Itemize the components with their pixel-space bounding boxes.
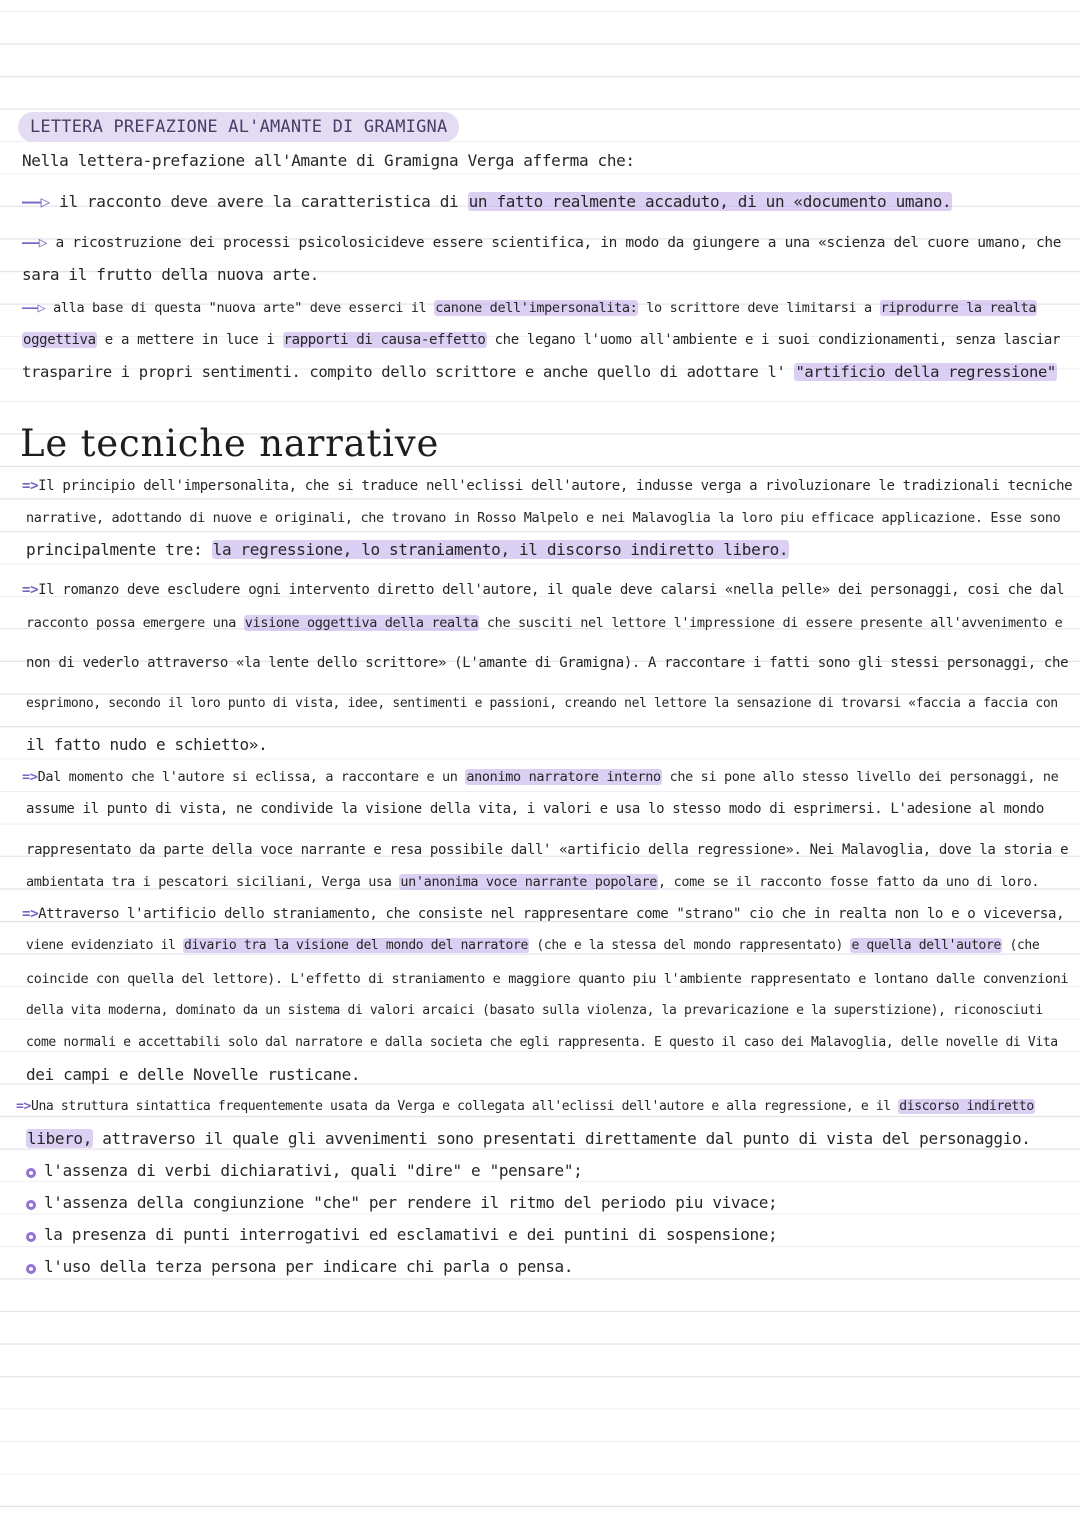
circle-bullet-icon <box>26 1264 36 1274</box>
list-item: l'assenza di verbi dichiarativi, quali "dire" e "pensare"; <box>26 1160 1066 1182</box>
para-b-1: =>Il romanzo deve escludere ogni intervento diretto dell'autore, il quale deve calarsi «nella pelle» dei personaggi, cosi che dal <box>22 582 1065 598</box>
triangle-arrow-icon: ——▷ <box>22 192 50 211</box>
para-d-1: =>Attraverso l'artificio dello straniamento, che consiste nel rappresentare come "strano" cio che in realta non lo e o viceversa, <box>22 906 1065 922</box>
para-d-6: dei campi e delle Novelle rusticane. <box>26 1065 361 1084</box>
point-3-cont: oggettiva e a mettere in luce i rapporti di causa-effetto che legano l'uomo all'ambiente e i suoi condizionamenti, senza lasciar <box>23 332 1061 348</box>
para-c-3: rappresentato da parte della voce narrante e resa possibile dall' «artificio della regressione». Nei Malavoglia, dove la storia e <box>26 842 1069 858</box>
para-b-3: non di vederlo attraverso «la lente dello scrittore» (L'amante di Gramigna). A raccontare i fatti sono gli stessi personaggi, che <box>26 655 1069 671</box>
para-a-1: =>Il principio dell'impersonalita, che si traduce nell'eclissi dell'autore, indusse verga a rivoluzionare le tradizionali tecniche <box>22 478 1073 494</box>
intro-line: Nella lettera-prefazione all'Amante di Gramigna Verga afferma che: <box>22 151 635 170</box>
para-d-3: coincide con quella del lettore). L'effetto di straniamento e maggiore quanto piu l'ambiente rappresentato e lontano dalle convenzioni <box>26 971 1069 987</box>
triangle-arrow-icon: ——▷ <box>22 235 48 251</box>
para-c-2: assume il punto di vista, ne condivide la visione della vita, i valori e usa lo stesso modo di esprimersi. L'adesione al mondo <box>26 801 1044 817</box>
section-title: LETTERA PREFAZIONE AL'AMANTE DI GRAMIGNA <box>18 112 459 142</box>
para-b-4: esprimono, secondo il loro punto di vista, idee, sentimenti e passioni, creando nel lettore la sensazione di trovarsi «faccia a faccia con <box>26 696 1058 711</box>
para-e-2: libero, attraverso il quale gli avvenimenti sono presentati direttamente dal punto di vista del personaggio. <box>27 1129 1031 1148</box>
point-2-cont: sara il frutto della nuova arte. <box>22 265 320 284</box>
circle-bullet-icon <box>26 1200 36 1210</box>
point-3-cont2: trasparire i propri sentimenti. compito dello scrittore e anche quello di adottare l' "artificio della regressione" <box>22 363 1056 381</box>
para-c-4: ambientata tra i pescatori siciliani, Verga usa un'anonima voce narrante popolare, come se il racconto fosse fatto da uno di loro. <box>26 874 1040 890</box>
para-d-4: della vita moderna, dominato da un sistema di valori arcaici (basato sulla violenza, la prevaricazione e la superstizione), riconosciuti <box>26 1003 1043 1018</box>
para-d-2: viene evidenziato il divario tra la visione del mondo del narratore (che e la stessa del mondo rappresentato) e quella dell'autore (che <box>26 938 1040 953</box>
section-heading: Le tecniche narrative <box>20 422 440 465</box>
circle-bullet-icon <box>26 1168 36 1178</box>
circle-bullet-icon <box>26 1232 36 1242</box>
double-arrow-icon: => <box>22 478 39 494</box>
list-item: la presenza di punti interrogativi ed esclamativi e dei puntini di sospensione; <box>26 1224 1066 1246</box>
double-arrow-icon: => <box>22 582 39 598</box>
point-2: ——▷ a ricostruzione dei processi psicolosicideve essere scientifica, in modo da giungere a una «scienza del cuore umano, che <box>22 235 1062 251</box>
double-arrow-icon: => <box>22 906 39 922</box>
double-arrow-icon: => <box>22 769 38 785</box>
double-arrow-icon: => <box>16 1099 31 1114</box>
list-item: l'assenza della congiunzione "che" per rendere il ritmo del periodo piu vivace; <box>26 1192 1066 1214</box>
list-item: l'uso della terza persona per indicare chi parla o pensa. <box>26 1256 1066 1278</box>
para-a-3: principalmente tre: la regressione, lo straniamento, il discorso indiretto libero. <box>26 540 789 559</box>
para-e-1: =>Una struttura sintattica frequentemente usata da Verga e collegata all'eclissi dell'autore e alla regressione, e il discorso indiretto <box>16 1099 1034 1114</box>
point-1: ——▷ il racconto deve avere la caratteristica di un fatto realmente accaduto, di un «documento umano. <box>22 192 952 211</box>
para-d-5: come normali e accettabili solo dal narratore e dalla societa che egli rappresenta. E questo il caso dei Malavoglia, delle novelle di Vita <box>26 1035 1058 1050</box>
point-3: ——▷ alla base di questa "nuova arte" deve esserci il canone dell'impersonalita: lo scrittore deve limitarsi a riprodurre la realta <box>22 300 1037 316</box>
para-b-5: il fatto nudo e schietto». <box>26 735 268 754</box>
para-a-2: narrative, adottando di nuove e originali, che trovano in Rosso Malpelo e nei Malavoglia la loro piu efficace applicazione. Esse sono <box>26 510 1061 526</box>
triangle-arrow-icon: ——▷ <box>22 300 46 316</box>
para-c-1: =>Dal momento che l'autore si eclissa, a raccontare e un anonimo narratore interno che si pone allo stesso livello dei personaggi, ne <box>22 769 1059 785</box>
para-b-2: racconto possa emergere una visione oggettiva della realta che susciti nel lettore l'impressione di essere presente all'avvenimento e <box>26 615 1063 631</box>
